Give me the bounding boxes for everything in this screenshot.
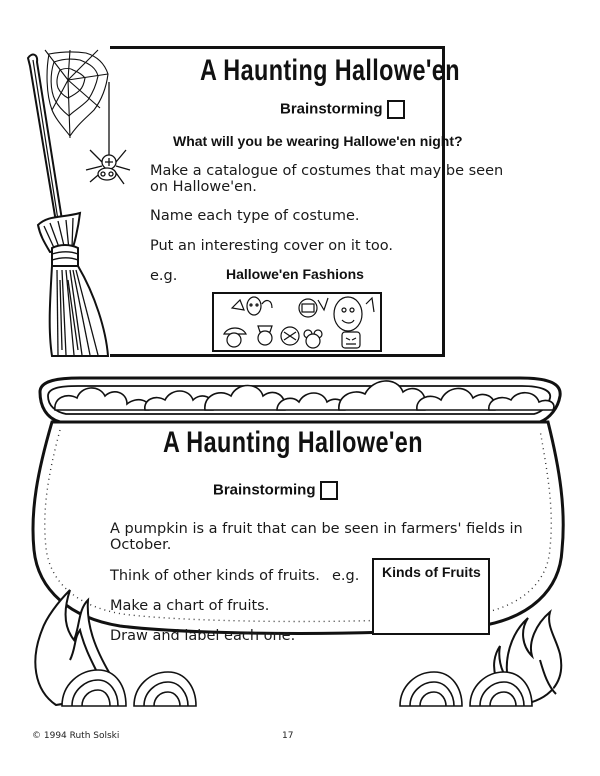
fruit-chart-box bbox=[372, 558, 490, 635]
top-example-label: e.g. bbox=[150, 268, 178, 284]
bottom-subtitle-row bbox=[213, 481, 338, 500]
bottom-instruction-3: Make a chart of fruits. bbox=[110, 598, 270, 614]
page-number: 17 bbox=[282, 731, 294, 741]
bottom-page-title: A Haunting Hallowe'en bbox=[163, 426, 423, 459]
top-question: What will you be wearing Hallowe'en night? bbox=[173, 133, 463, 149]
top-subtitle-row bbox=[280, 100, 405, 119]
top-instruction-1: Make a catalogue of costumes that may be seen bbox=[150, 163, 504, 179]
costume-characters-image bbox=[212, 292, 382, 352]
top-example-title: Hallowe'en Fashions bbox=[226, 266, 364, 282]
top-instruction-1-cont: on Hallowe'en. bbox=[150, 179, 257, 195]
logs-icon bbox=[0, 660, 600, 710]
bottom-brainstorming-label: Brainstorming bbox=[213, 481, 316, 499]
bottom-brainstorming-checkbox[interactable] bbox=[320, 481, 338, 500]
bottom-example-label: e.g. bbox=[332, 568, 360, 584]
bottom-instruction-1-cont: October. bbox=[110, 537, 172, 553]
bottom-instruction-4: Draw and label each one. bbox=[110, 628, 296, 644]
top-instruction-2: Name each type of costume. bbox=[150, 208, 360, 224]
top-brainstorming-checkbox[interactable] bbox=[387, 100, 405, 119]
top-page-title: A Haunting Hallowe'en bbox=[200, 54, 460, 87]
bottom-instruction-1: A pumpkin is a fruit that can be seen in farmers' fields in bbox=[110, 521, 523, 537]
bottom-instruction-2: Think of other kinds of fruits. bbox=[110, 568, 320, 584]
top-brainstorming-label: Brainstorming bbox=[280, 100, 383, 118]
spider-web-icon bbox=[40, 50, 120, 140]
top-instruction-3: Put an interesting cover on it too. bbox=[150, 238, 394, 254]
bubbles-icon bbox=[45, 370, 565, 420]
copyright-notice: © 1994 Ruth Solski bbox=[32, 731, 120, 741]
fruit-chart-title: Kinds of Fruits bbox=[382, 564, 481, 580]
